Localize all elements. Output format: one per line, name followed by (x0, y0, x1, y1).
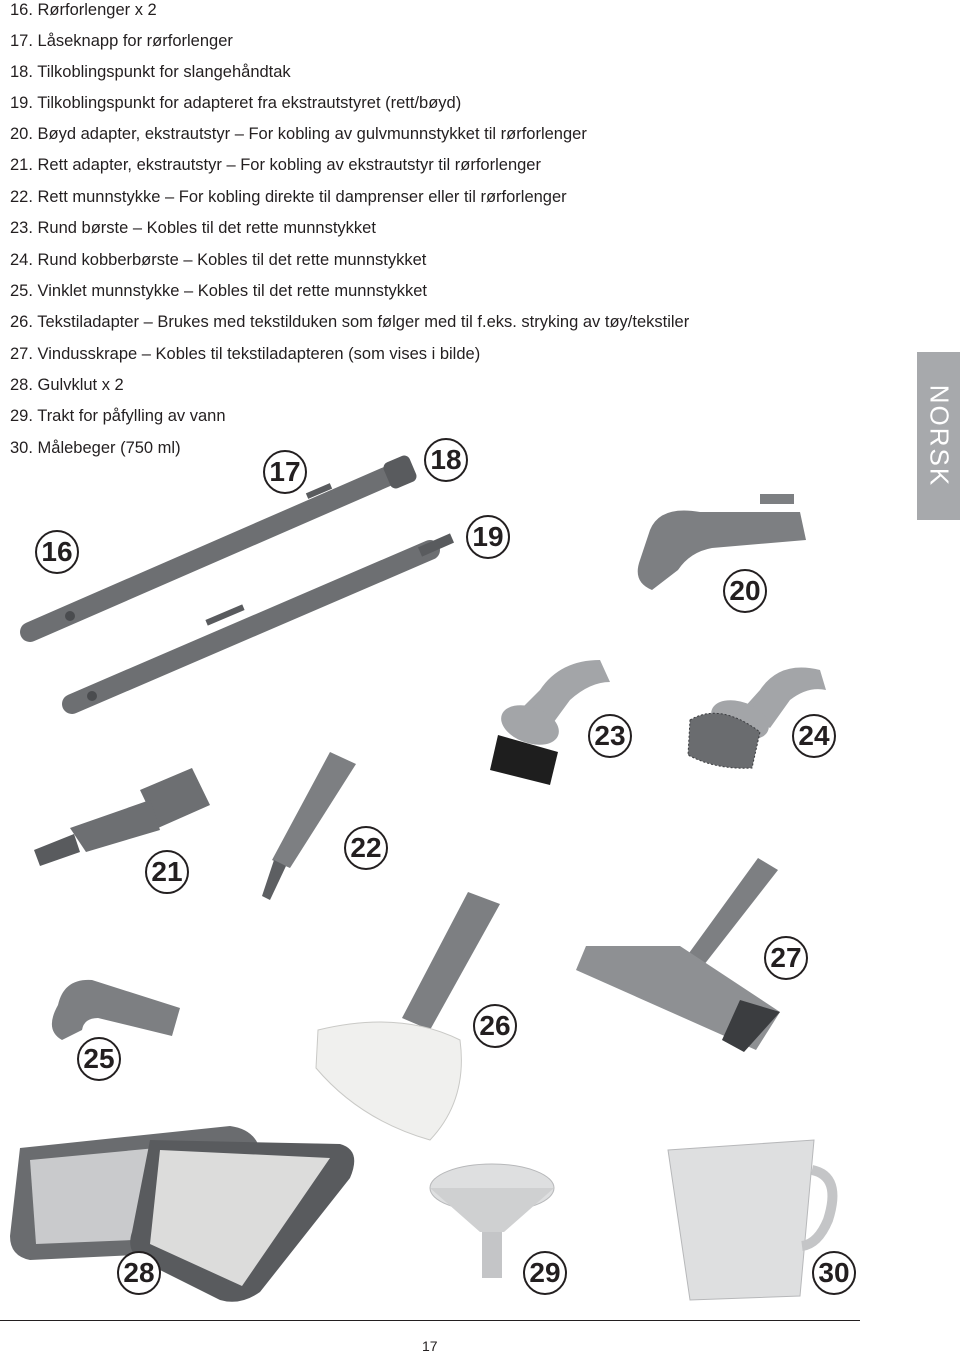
extension-tube-lower (72, 538, 452, 704)
list-item: 18. Tilkoblingspunkt for slangehåndtak (10, 63, 291, 81)
textile-adapter (316, 892, 500, 1140)
angled-nozzle (52, 980, 180, 1040)
list-item: 21. Rett adapter, ekstrautstyr – For kobling av ekstrautstyr til rørforlenger (10, 156, 541, 174)
list-item: 17. Låseknapp for rørforlenger (10, 32, 233, 50)
list-item: 19. Tilkoblingspunkt for adapteret fra ekstrautstyret (rett/bøyd) (10, 94, 462, 112)
page-number: 17 (422, 1338, 438, 1354)
straight-nozzle (262, 752, 356, 900)
callout-badge-26: 26 (473, 1004, 517, 1048)
list-item: 24. Rund kobberbørste – Kobles til det rette munnstykket (10, 251, 427, 269)
callout-badge-25: 25 (77, 1037, 121, 1081)
callout-badge-28: 28 (117, 1251, 161, 1295)
extension-tube-upper (30, 454, 418, 632)
callout-badge-22: 22 (344, 826, 388, 870)
callout-badge-20: 20 (723, 569, 767, 613)
callout-badge-30: 30 (812, 1251, 856, 1295)
list-item: 25. Vinklet munnstykke – Kobles til det rette munnstykket (10, 282, 427, 300)
callout-badge-24: 24 (792, 714, 836, 758)
list-item: 20. Bøyd adapter, ekstrautstyr – For kobling av gulvmunnstykket til rørforlenger (10, 125, 587, 143)
callout-badge-29: 29 (523, 1251, 567, 1295)
footer-rule (0, 1320, 860, 1321)
floor-cloths (10, 1126, 354, 1302)
list-item: 26. Tekstiladapter – Brukes med tekstilduken som følger med til f.eks. stryking av tøy/tekstiler (10, 313, 690, 331)
list-item: 28. Gulvklut x 2 (10, 376, 124, 394)
callout-badge-17: 17 (263, 450, 307, 494)
list-item: 16. Rørforlenger x 2 (10, 1, 157, 19)
callout-badge-16: 16 (35, 530, 79, 574)
bent-adapter (638, 494, 806, 590)
callout-badge-19: 19 (466, 515, 510, 559)
list-item: 30. Målebeger (750 ml) (10, 439, 181, 457)
list-item: 27. Vindusskrape – Kobles til tekstiladapteren (som vises i bilde) (10, 345, 481, 363)
callout-badge-27: 27 (764, 936, 808, 980)
window-squeegee (576, 858, 780, 1052)
callout-badge-23: 23 (588, 714, 632, 758)
callout-badge-18: 18 (424, 438, 468, 482)
list-item: 23. Rund børste – Kobles til det rette munnstykket (10, 219, 376, 237)
straight-adapter (34, 768, 210, 866)
list-item: 29. Trakt for påfylling av vann (10, 407, 226, 425)
language-tab-label: NORSK (924, 384, 954, 488)
measuring-cup (668, 1140, 832, 1300)
list-item: 22. Rett munnstykke – For kobling direkte til damprenser eller til rørforlenger (10, 188, 567, 206)
callout-badge-21: 21 (145, 850, 189, 894)
